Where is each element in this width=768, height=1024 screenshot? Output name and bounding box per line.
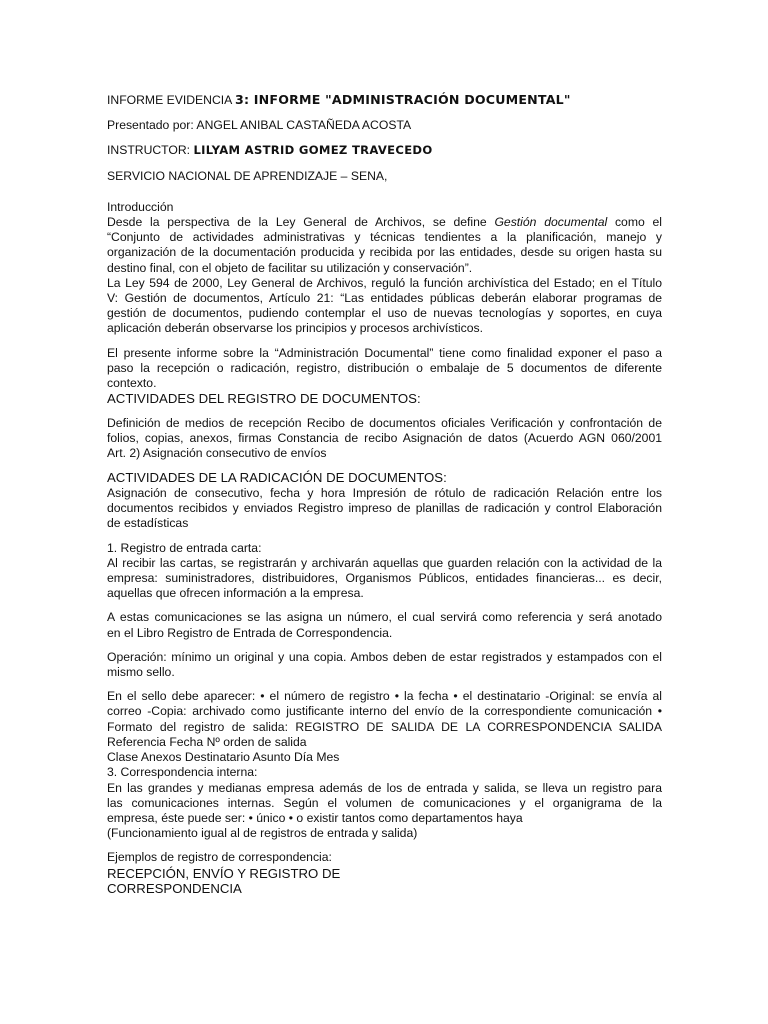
instructor-line [107,143,662,158]
sello-line-4: Referencia Fecha Nº orden de salida [107,734,307,749]
ejemplos-line-2: RECEPCIÓN, ENVÍO Y REGISTRO DE [107,865,341,881]
sello-line-3: Formato del registro de salida: REGISTRO DE SALIDA DE LA CORRESPONDENCIA SALIDA [107,719,662,734]
numero-line-1: A estas comunicaciones se las asigna un número, el cual servirá como referencia y será anotado [107,610,662,625]
intro-line-1 [107,215,662,230]
registro-line-2: folios, copias, anexos, firmas Constancia de recibo Asignación de datos (Acuerdo AGN 060/2001 [107,431,662,446]
purpose-line-1: El presente informe sobre la “Administración Documental” tiene como finalidad exponer el paso a [107,345,662,360]
interna-line-4: (Funcionamiento igual al de registros de entrada y salida) [107,826,418,841]
radicacion-heading: ACTIVIDADES DE LA RADICACIÓN DE DOCUMENTOS: [107,470,447,486]
title-bold: 3: INFORME "ADMINISTRACIÓN DOCUMENTAL" [235,92,571,107]
intro-line-8: aplicación deberán observarse los principios y procesos archivísticos. [107,321,483,336]
intro-line-7: gestión de documentos, pudiendo contemplar el uso de nuevas tecnologías y soportes, en cuya [107,306,662,321]
registro-line-1: Definición de medios de recepción Recibo de documentos oficiales Verificación y confrontación de [107,415,662,430]
numero-section [107,610,662,640]
presented-by: Presentado por: ANGEL ANIBAL CASTAÑEDA ACOSTA [107,118,412,133]
interna-heading: 3. Correspondencia interna: [107,765,258,780]
intro-line-1-b: como el [607,215,662,230]
intro-line-2: “Conjunto de actividades administrativas y técnicas tendientes a la planificación, manejo y [107,230,662,245]
entrada-heading: 1. Registro de entrada carta: [107,540,262,555]
numero-line-2: en el Libro Registro de Entrada de Correspondencia. [107,625,393,640]
registro-heading: ACTIVIDADES DEL REGISTRO DE DOCUMENTOS: [107,391,421,407]
radicacion-line-3: de estadísticas [107,516,189,531]
interna-line-2: las comunicaciones internas. Según el volumen de comunicaciones y el organigrama de la [107,795,662,810]
intro-line-6: V: Gestión de documentos, Artículo 21: “Las entidades públicas deberán elaborar programas de [107,291,662,306]
entrada-line-2: empresa: suministradores, distribuidores, Organismos Públicos, entidades financieras... es decir, [107,571,662,586]
intro-section [107,200,662,337]
title-prefix: INFORME EVIDENCIA [107,93,235,107]
purpose-line-3: contexto. [107,376,157,391]
intro-line-3: organización de la documentación producida y recibida por las entidades, desde su origen hasta su [107,245,662,260]
radicacion-section [107,470,662,531]
operacion-line-2: mismo sello. [107,665,175,680]
entrada-line-3: aquellas que ofrecen información a la empresa. [107,586,364,601]
interna-line-1: En las grandes y medianas empresa además de los de entrada y salida, se lleva un registro para [107,780,662,795]
intro-line-1-a: Desde la perspectiva de la Ley General de Archivos, se define [107,215,495,230]
instructor-name: LILYAM ASTRID GOMEZ TRAVECEDO [193,143,433,158]
entrada-section [107,541,662,602]
document-title [107,92,662,108]
sello-line-5: Clase Anexos Destinatario Asunto Día Mes [107,750,340,765]
interna-line-3: empresa, éste puede ser: • único • o existir tantos como departamentos haya [107,810,523,825]
sello-line-2: correo -Copia: archivado como justificante interno del envío de la correspondiente comunicación • [107,704,662,719]
operacion-section [107,650,662,680]
ejemplos-line-1: Ejemplos de registro de correspondencia: [107,850,332,865]
instructor-label: INSTRUCTOR: [107,143,194,158]
intro-line-5: La Ley 594 de 2000, Ley General de Archivos, reguló la función archivística del Estado; en el Título [107,275,662,290]
ejemplos-section [107,850,662,896]
intro-heading: Introducción [107,199,174,214]
ejemplos-line-3: CORRESPONDENCIA [107,881,242,897]
radicacion-line-2: documentos recibidos y enviados Registro impreso de planillas de radicación y control Elaboración [107,501,662,516]
purpose-line-2: paso la recepción o radicación, registro, distribución o embalaje de 5 documentos de diferente [107,360,662,375]
document-page [107,92,662,897]
registro-line-3: Art. 2) Asignación consecutivo de envíos [107,446,327,461]
registro-section [107,416,662,462]
sello-line-1: En el sello debe aparecer: • el número de registro • la fecha • el destinatario -Original: se envía al [107,689,662,704]
operacion-line-1: Operación: mínimo un original y una copia. Ambos deben de estar registrados y estampados con el [107,649,662,664]
sello-section [107,689,662,841]
intro-line-1-em: Gestión documental [494,215,608,230]
entrada-line-1: Al recibir las cartas, se registrarán y archivarán aquellas que guarden relación con la actividad de la [107,555,662,570]
radicacion-line-1: Asignación de consecutivo, fecha y hora Impresión de rótulo de radicación Relación entre los [107,486,662,501]
institution: SERVICIO NACIONAL DE APRENDIZAJE – SENA, [107,168,388,183]
purpose-section [107,346,662,407]
intro-line-4: destino final, con el objeto de facilitar su utilización y conservación”. [107,260,473,275]
